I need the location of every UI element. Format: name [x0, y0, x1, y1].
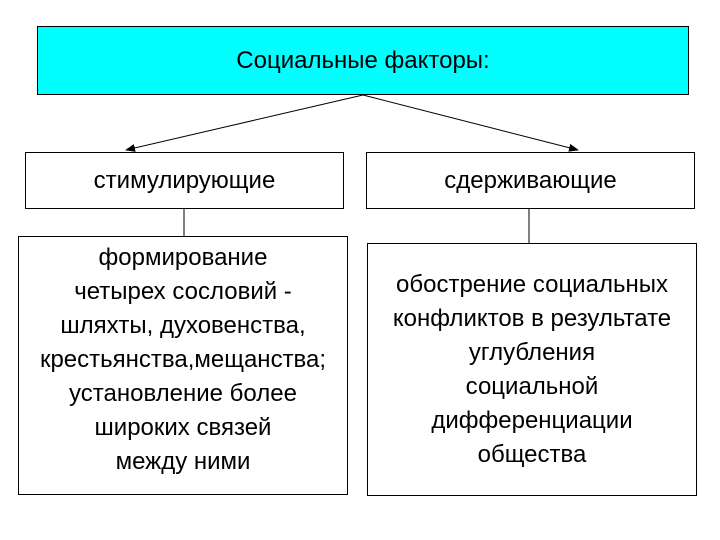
right-body-line: социальной	[465, 373, 599, 400]
left-branch-label: стимулирующие	[93, 166, 276, 194]
right-branch-body	[367, 243, 697, 496]
right-body-line: дифференциации	[431, 407, 633, 434]
left-body-line: установление более	[69, 380, 297, 407]
left-body-line: крестьянства,мещанства;	[39, 346, 327, 373]
right-body-line: обострение социальных	[396, 271, 668, 298]
left-branch-header	[25, 152, 344, 209]
left-branch-body	[18, 236, 348, 495]
right-branch-header	[366, 152, 695, 209]
left-body-line: четырех сословий -	[74, 278, 292, 305]
left-body-line: между ними	[115, 448, 251, 475]
right-branch-label: сдерживающие	[444, 166, 617, 194]
left-body-line: шляхты, духовенства,	[60, 312, 306, 339]
title-box	[37, 26, 689, 95]
diagram-title: Социальные факторы:	[236, 46, 490, 74]
arrow-to-right-header	[363, 95, 578, 150]
right-body-line: общества	[477, 441, 587, 468]
left-body-line: формирование	[98, 244, 268, 271]
right-body-line: конфликтов в результате	[392, 305, 672, 332]
right-body-line: углубления	[468, 339, 596, 366]
arrow-to-left-header	[126, 95, 363, 150]
left-body-line: широких связей	[94, 414, 272, 441]
